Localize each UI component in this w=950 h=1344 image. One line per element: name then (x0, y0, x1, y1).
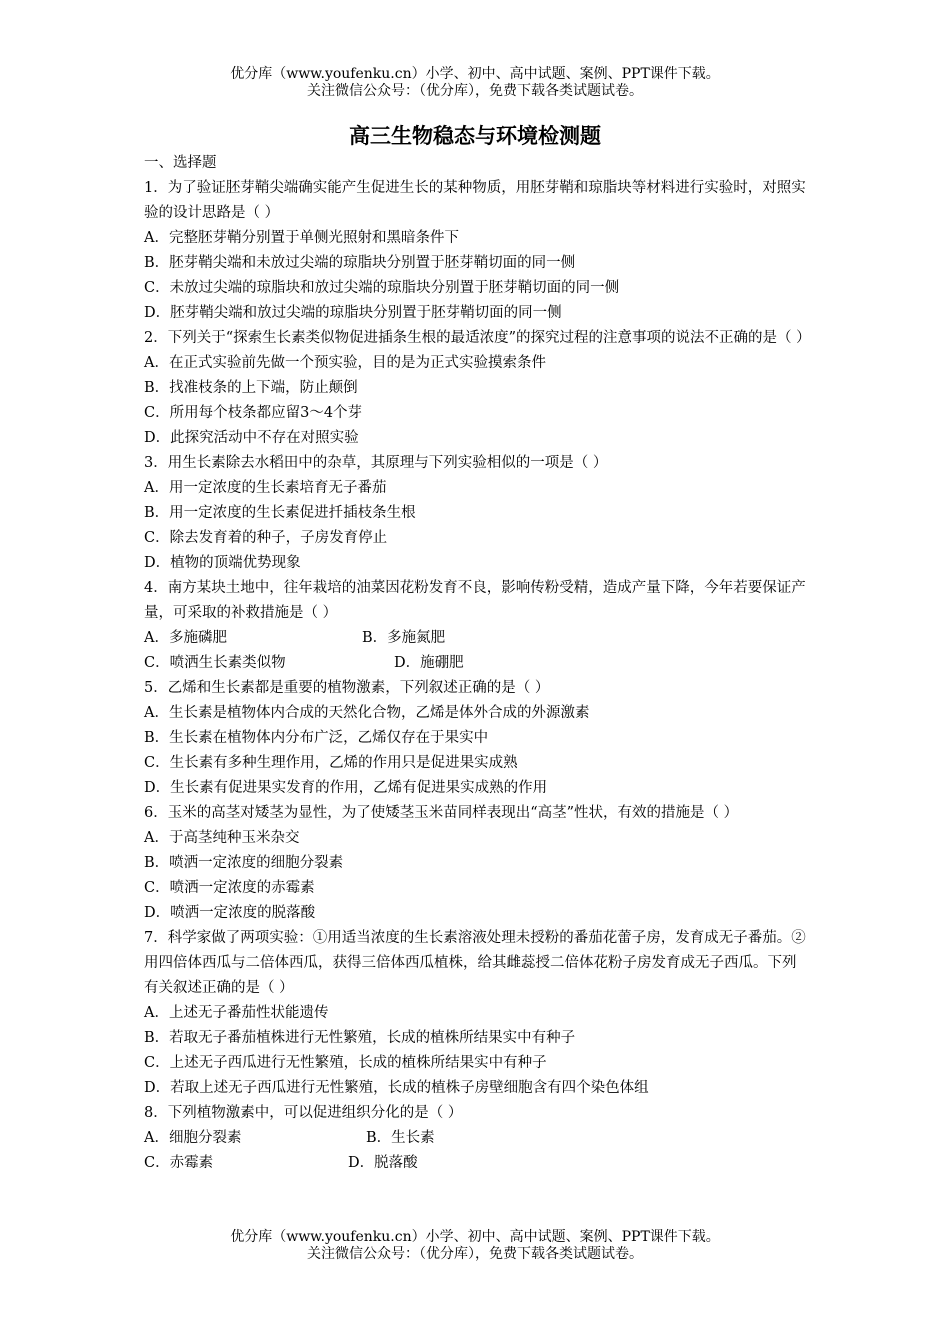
question-stem: 8．下列植物激素中，可以促进组织分化的是（ ） (144, 1105, 463, 1121)
question-stem: 6．玉米的高茎对矮茎为显性，为了使矮茎玉米苗同样表现出“高茎”性状，有效的措施是（ ） (144, 805, 739, 821)
header-line-2: 关注微信公众号：（优分库），免费下载各类试题试卷。 (307, 83, 643, 99)
option: B．若取无子番茄植株进行无性繁殖，长成的植株所结果实中有种子 (144, 1030, 576, 1046)
option: C．除去发育着的种子，子房发育停止 (144, 530, 388, 546)
option: B．找准枝条的上下端，防止颠倒 (144, 380, 358, 396)
option: A．用一定浓度的生长素培育无子番茄 (144, 480, 387, 496)
option: C．赤霉素 (144, 1155, 214, 1171)
question-stem: 2．下列关于“探索生长素类似物促进插条生根的最适浓度”的探究过程的注意事项的说法不正确的是（ ） (144, 330, 811, 346)
page-title: 高三生物稳态与环境检测题 (349, 123, 601, 148)
question-stem: 3．用生长素除去水稻田中的杂草，其原理与下列实验相似的一项是（ ） (144, 455, 608, 471)
option: A．在正式实验前先做一个预实验，目的是为正式实验摸索条件 (144, 355, 546, 371)
option: C．未放过尖端的琼脂块和放过尖端的琼脂块分别置于胚芽鞘切面的同一侧 (144, 280, 620, 296)
section-heading: 一、选择题 (144, 155, 217, 171)
option: A．细胞分裂素 (144, 1130, 242, 1146)
question-stem: 7．科学家做了两项实验：①用适当浓度的生长素溶液处理未授粉的番茄花蕾子房，发育成无子番茄。②用四倍体西瓜与二倍体西瓜，获得三倍体西瓜植株，给其雌蕊授二倍体花粉子房发育成无子西瓜。下列有关叙述正确的是（ ） (144, 930, 806, 996)
option: D．此探究活动中不存在对照实验 (144, 430, 359, 446)
option: C．喷洒一定浓度的赤霉素 (144, 880, 315, 896)
option: D．喷洒一定浓度的脱落酸 (144, 905, 316, 921)
option: B．多施氮肥 (362, 630, 446, 646)
option: C．喷洒生长素类似物 (144, 655, 286, 671)
option: A．于高茎纯种玉米杂交 (144, 830, 300, 846)
question-stem: 4．南方某块土地中，往年栽培的油菜因花粉发育不良，影响传粉受精，造成产量下降，今年若要保证产量，可采取的补救措施是（ ） (144, 580, 806, 621)
footer-line-2: 关注微信公众号：（优分库），免费下载各类试题试卷。 (307, 1246, 643, 1262)
option: A．上述无子番茄性状能遗传 (144, 1005, 329, 1021)
option-row (144, 626, 810, 651)
option-row (144, 1126, 810, 1151)
option: B．生长素在植物体内分布广泛，乙烯仅存在于果实中 (144, 730, 489, 746)
question-stem: 1．为了验证胚芽鞘尖端确实能产生促进生长的某种物质，用胚芽鞘和琼脂块等材料进行实验时，对照实验的设计思路是（ ） (144, 180, 806, 221)
option: D．施硼肥 (394, 655, 464, 671)
option: B．喷洒一定浓度的细胞分裂素 (144, 855, 344, 871)
option: A．生长素是植物体内合成的天然化合物，乙烯是体外合成的外源激素 (144, 705, 590, 721)
option: C．生长素有多种生理作用，乙烯的作用只是促进果实成熟 (144, 755, 518, 771)
option: A．完整胚芽鞘分别置于单侧光照射和黑暗条件下 (144, 230, 459, 246)
option: D．生长素有促进果实发育的作用，乙烯有促进果实成熟的作用 (144, 780, 548, 796)
question-stem: 5．乙烯和生长素都是重要的植物激素，下列叙述正确的是（ ） (144, 680, 550, 696)
option: D．植物的顶端优势现象 (144, 555, 301, 571)
option: B．用一定浓度的生长素促进扦插枝条生根 (144, 505, 416, 521)
option: A．多施磷肥 (144, 630, 227, 646)
option: C．所用每个枝条都应留3～4个芽 (144, 405, 363, 421)
footer-line-1: 优分库（www.youfenku.cn）小学、初中、高中试题、案例、PPT课件下载。 (230, 1229, 720, 1245)
option-row (144, 1151, 810, 1176)
option: D．若取上述无子西瓜进行无性繁殖，长成的植株子房壁细胞含有四个染色体组 (144, 1080, 649, 1096)
option: D．胚芽鞘尖端和放过尖端的琼脂块分别置于胚芽鞘切面的同一侧 (144, 305, 562, 321)
option: D．脱落酸 (348, 1155, 418, 1171)
page-header (0, 66, 950, 100)
option-row (144, 651, 810, 676)
question-list (144, 151, 810, 1176)
option: B．生长素 (366, 1130, 435, 1146)
header-line-1: 优分库（www.youfenku.cn）小学、初中、高中试题、案例、PPT课件下载。 (230, 66, 720, 82)
option: B．胚芽鞘尖端和未放过尖端的琼脂块分别置于胚芽鞘切面的同一侧 (144, 255, 576, 271)
option: C．上述无子西瓜进行无性繁殖，长成的植株所结果实中有种子 (144, 1055, 547, 1071)
page-footer (0, 1229, 950, 1263)
